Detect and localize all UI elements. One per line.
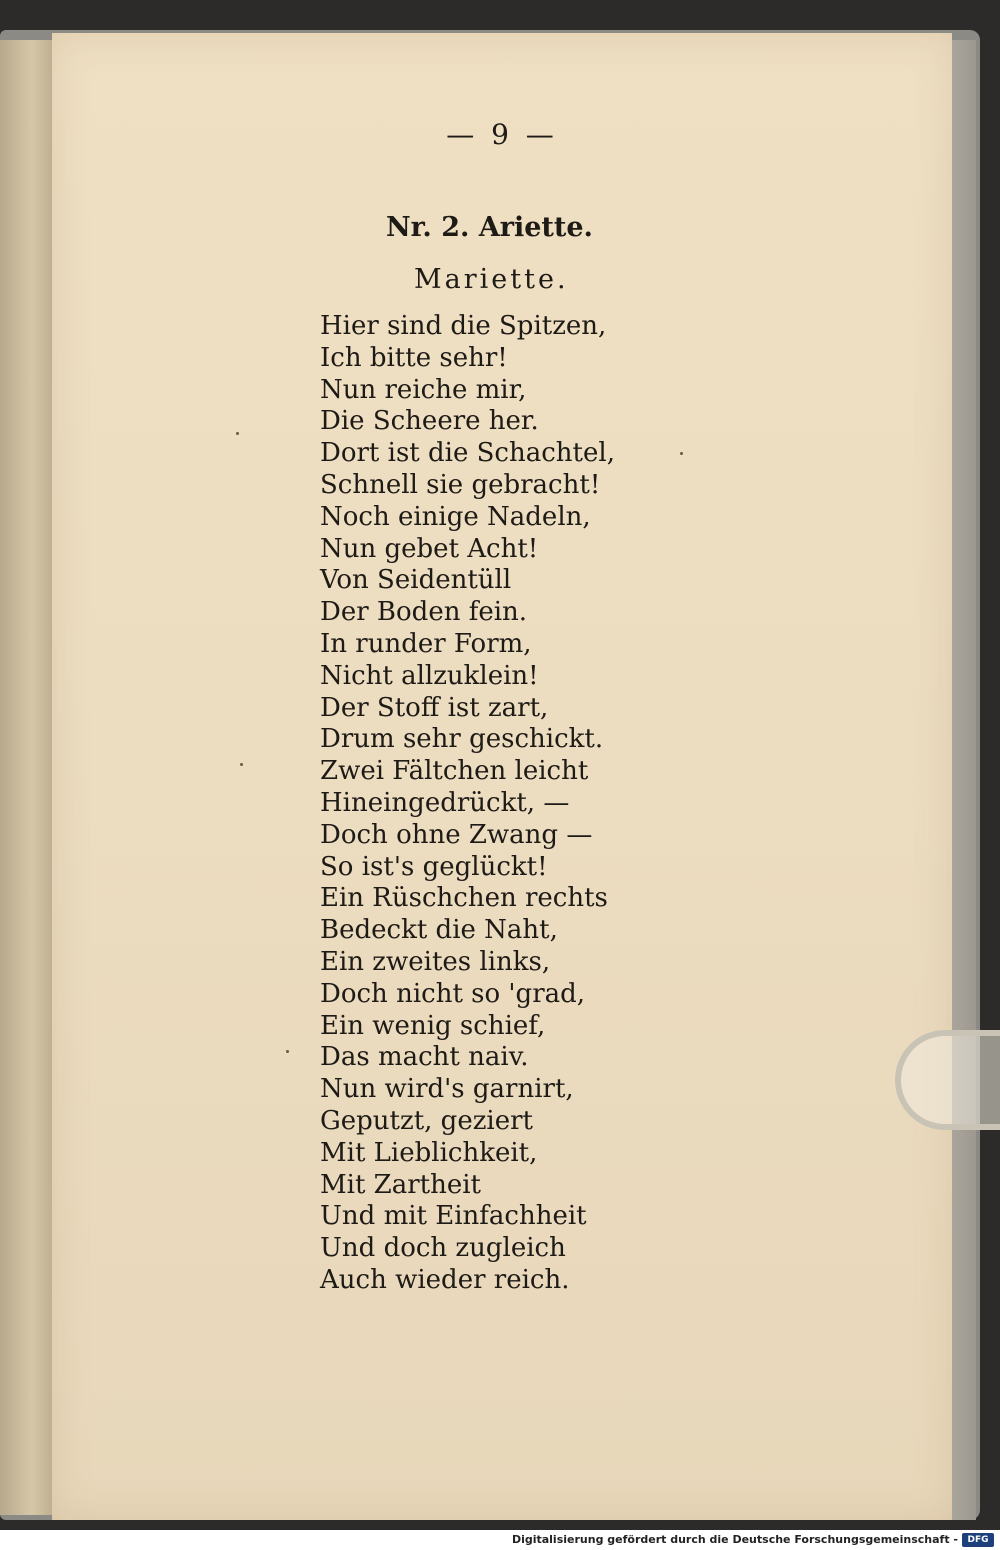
verse-line: Hier sind die Spitzen, [320,311,607,341]
verse-line: Drum sehr geschickt. [320,724,604,755]
ink-spot [236,432,239,435]
verse-line: Dort ist die Schachtel, [320,438,615,469]
verse-line: In runder Form, [320,628,532,659]
verse-line: Die Scheere her. [320,406,539,437]
verse-line: Mit Zartheit [320,1169,481,1200]
verse-line: Nun gebet Acht! [320,533,539,564]
dfg-logo-icon: DFG [962,1533,994,1547]
verse-line: Nun reiche mir, [320,374,527,405]
verse-line: Nun wird's garnirt, [320,1074,574,1105]
speaker-name: Mariette. [414,264,569,295]
verse-line: Der Stoff ist zart, [320,692,549,723]
verse-line: Ein wenig schief, [320,1010,546,1041]
verse-line: Hineingedrückt, — [320,787,570,818]
ink-spot [240,763,243,766]
verse-line: Ein zweites links, [320,946,551,977]
verse-line: Das macht naiv. [320,1042,529,1073]
verse-line: Ein Rüschchen rechts [320,883,608,914]
footer-bar [0,1530,1000,1550]
verse-line: So ist's geglückt! [320,851,548,882]
verse-line: Doch nicht so 'grad, [320,978,586,1009]
page-number: — 9 — [446,118,558,151]
verse-line: Bedeckt die Naht, [320,915,558,946]
left-page-edge [0,40,60,1515]
verse-line: Ich bitte sehr! [320,342,508,373]
verse-line: Und mit Einfachheit [320,1201,587,1232]
verse [320,311,615,1297]
funding-credit: Digitalisierung gefördert durch die Deutsche Forschungsgemeinschaft - [511,1533,958,1546]
verse-line: Noch einige Nadeln, [320,501,591,532]
verse-line: Nicht allzuklein! [320,660,539,691]
verse-line: Mit Lieblichkeit, [320,1137,538,1168]
ink-spot [680,452,683,455]
ink-spot [286,1050,289,1053]
verse-line: Zwei Fältchen leicht [320,756,589,787]
right-page-stack [952,40,976,1520]
verse-line: Doch ohne Zwang — [320,819,593,850]
verse-line: Auch wieder reich. [320,1264,570,1295]
section-title: Nr. 2. Ariette. [386,212,593,243]
bookmark-clip [895,1030,1000,1130]
verse-line: Geputzt, geziert [320,1105,533,1136]
verse-line: Und doch zugleich [320,1233,566,1264]
verse-line: Von Seidentüll [320,565,512,596]
verse-line: Schnell sie gebracht! [320,469,601,500]
verse-line: Der Boden fein. [320,597,528,628]
